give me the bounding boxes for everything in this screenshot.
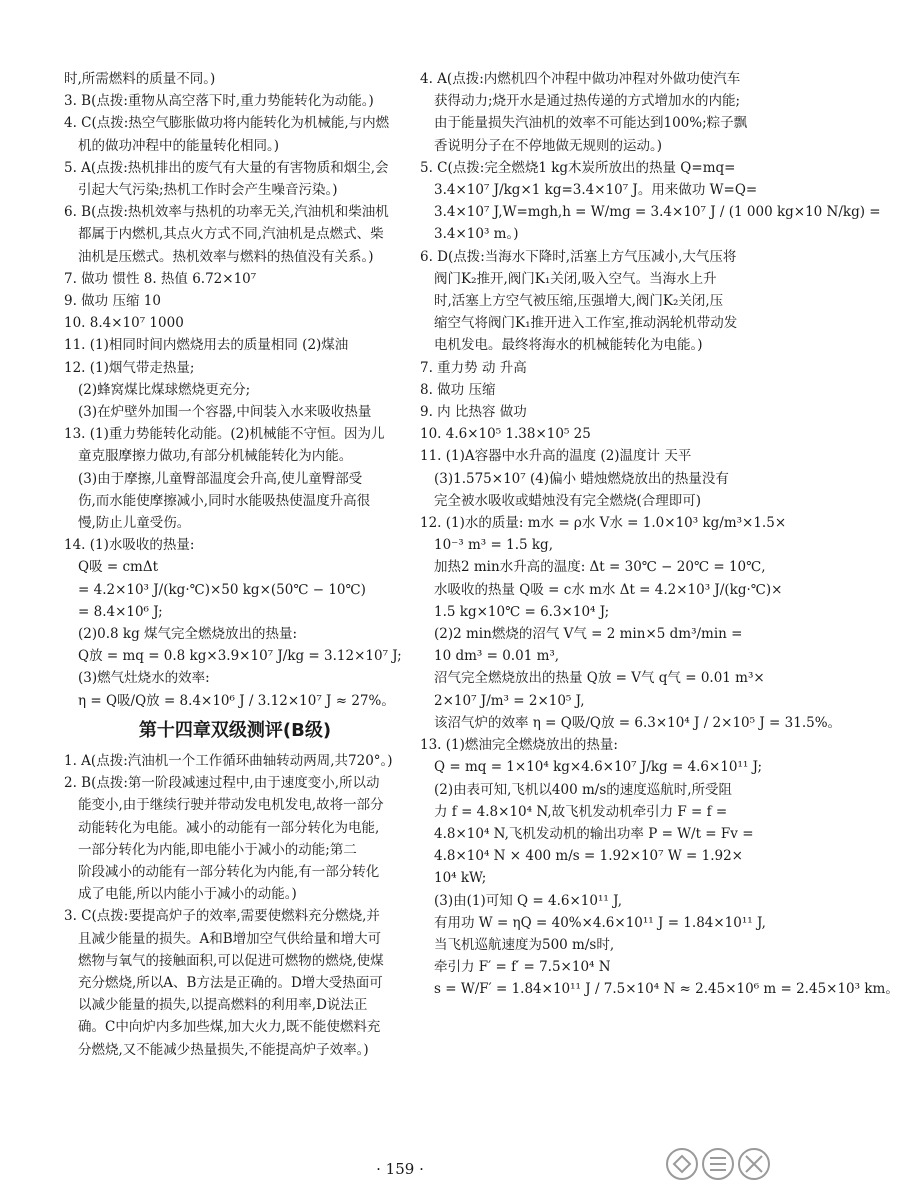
right-line-38: 有用功 W = ηQ = 40%×4.6×10¹¹ J = 1.84×10¹¹ J, [434,914,766,931]
left-line-9: 7. 做功 惯性 8. 热值 6.72×10⁷ [64,270,257,287]
left-line-23: = 4.2×10³ J/(kg·℃)×50 kg×(50℃ − 10℃) [78,581,366,598]
left-line2-4: 一部分转化为内能,即电能小于减小的动能;第二 [78,841,357,858]
right-line-5: 3.4×10⁷ J/kg×1 kg=3.4×10⁷ J。用来做功 W=Q= [434,182,758,199]
left-line-27: (3)燃气灶烧水的效率: [78,670,210,687]
right-line-0: 4. A(点拨:内燃机四个冲程中做功冲程对外做功使汽车 [420,71,741,87]
right-line-11: 缩空气将阀门K₁推开进入工作室,推动涡轮机带动发 [434,315,738,332]
page-number: · 159 · [376,1160,424,1178]
left-line-18: (3)由于摩擦,儿童臀部温度会升高,使儿童臀部受 [78,470,363,487]
left-line-28: η = Q吸/Q放 = 8.4×10⁶ J / 3.12×10⁷ J ≈ 27%。 [78,692,395,709]
right-line-9: 阀门K₂推开,阀门K₁关闭,吸入空气。当海水上升 [434,270,717,287]
right-line-4: 5. C(点拨:完全燃烧1 kg木炭所放出的热量 Q=mq= [420,159,736,176]
left-line-7: 都属于内燃机,其点火方式不同,汽油机是点燃式、柴 [78,226,384,243]
right-line-37: (3)由(1)可知 Q = 4.6×10¹¹ J, [434,892,622,909]
left-line-10: 9. 做功 压缩 10 [64,293,161,310]
right-line-15: 9. 内 比热容 做功 [420,404,527,421]
right-line-30: 13. (1)燃油完全燃烧放出的热量: [420,737,618,754]
right-line-28: 2×10⁷ J/m³ = 2×10⁵ J, [434,692,585,709]
right-line-3: 香说明分子在不停地做无规则的运动。) [434,137,663,154]
left-column [64,68,406,1061]
right-line-13: 7. 重力势 动 升高 [420,359,527,376]
right-line-14: 8. 做功 压缩 [420,381,496,398]
left-line2-8: 且减少能量的损失。A和B增加空气供给量和增大可 [78,930,382,947]
left-line-16: 13. (1)重力势能转化动能。(2)机械能不守恒。因为儿 [64,426,385,443]
left-line2-9: 燃物与氧气的接触面积,可以促进可燃物的燃烧,使煤 [78,952,384,969]
right-line-19: 完全被水吸收或蜡烛没有完全燃烧(合理即可) [434,492,702,509]
left-line2-0: 1. A(点拨:汽油机一个工作循环曲轴转动两周,共720°。) [64,752,393,769]
left-line2-3: 动能转化为电能。减小的动能有一部分转化为电能, [78,819,380,836]
left-line-8: 油机是压燃式。热机效率与燃料的热值没有关系。) [78,248,374,265]
left-line2-5: 阶段减小的动能有一部分转化为内能,有一部分转化 [78,863,380,880]
right-line-8: 6. D(点拨:当海水下降时,活塞上方气压减小,大气压将 [420,248,737,265]
left-line-15: (3)在炉壁外加围一个容器,中间装入水来吸收热量 [78,404,372,421]
left-line-3: 机的做功冲程中的能量转化相同。) [78,137,280,154]
right-line-7: 3.4×10³ m。) [434,226,519,243]
right-line-34: 4.8×10⁴ N,飞机发动机的输出功率 P = W/t = Fv = [434,825,754,842]
right-line-29: 该沼气炉的效率 η = Q吸/Q放 = 6.3×10⁴ J / 2×10⁵ J = 31.5%。 [434,714,842,731]
left-line2-6: 成了电能,所以内能小于减小的动能。) [78,886,297,903]
left-line2-11: 以减少能量的损失,以提高燃料的利用率,D说法正 [78,997,368,1014]
right-line-20: 12. (1)水的质量: m水 = ρ水 V水 = 1.0×10³ kg/m³×1.5× [420,515,787,532]
right-line-2: 由于能量损失汽油机的效率不可能达到100%;粽子飘 [434,115,748,132]
left-line-21: 14. (1)水吸收的热量: [64,537,195,554]
right-line-39: 当飞机巡航速度为500 m/s时, [434,936,615,953]
right-line-41: s = W/F′ = 1.84×10¹¹ J / 7.5×10⁴ N ≈ 2.45×10⁶ m = 2.45×10³ km。 [434,981,899,998]
left-line-22: Q吸 = cmΔt [78,559,158,576]
left-line-12: 11. (1)相同时间内燃烧用去的质量相同 (2)煤油 [64,337,349,354]
right-line-33: 力 f = 4.8×10⁴ N,故飞机发动机牵引力 F = f = [434,803,728,820]
right-column [420,68,899,1001]
right-line-32: (2)由表可知,飞机以400 m/s的速度巡航时,所受阻 [434,781,733,798]
left-line2-12: 确。C中向炉内多加些煤,加大火力,既不能使燃料充 [78,1019,381,1036]
watermark-logo [660,1144,780,1192]
right-line-27: 沼气完全燃烧放出的热量 Q放 = V气 q气 = 0.01 m³× [434,670,765,687]
left-line-4: 5. A(点拨:热机排出的废气有大量的有害物质和烟尘,会 [64,159,389,176]
left-line-17: 童克服摩擦力做功,有部分机械能转化为内能。 [78,448,353,465]
right-line-10: 时,活塞上方空气被压缩,压强增大,阀门K₂关闭,压 [434,293,724,310]
right-line-12: 电机发电。最终将海水的机械能转化为电能。) [434,337,703,354]
right-line-24: 1.5 kg×10℃ = 6.3×10⁴ J; [434,603,610,620]
right-line-21: 10⁻³ m³ = 1.5 kg, [434,537,553,554]
left-line-20: 慢,防止儿童受伤。 [78,515,191,532]
left-line-2: 4. C(点拨:热空气膨胀做功将内能转化为机械能,与内燃 [64,115,390,132]
section-title: 第十四章双级测评(B级) [138,719,332,741]
left-line-0: 时,所需燃料的质量不同。) [64,71,216,87]
right-line-6: 3.4×10⁷ J,W=mgh,h = W/mg = 3.4×10⁷ J / (1 000 kg×10 N/kg) = [434,204,881,221]
left-line2-1: 2. B(点拨:第一阶段减速过程中,由于速度变小,所以动 [64,775,380,792]
left-line-1: 3. B(点拨:重物从高空落下时,重力势能转化为动能。) [64,93,374,110]
left-line-26: Q放 = mq = 0.8 kg×3.9×10⁷ J/kg = 3.12×10⁷ J; [78,648,402,665]
left-line-24: = 8.4×10⁶ J; [78,603,163,620]
left-line2-10: 充分燃烧,所以A、B方法是正确的。D增大受热面可 [78,974,383,991]
left-line-13: 12. (1)烟气带走热量; [64,359,195,376]
right-line-17: 11. (1)A容器中水升高的温度 (2)温度计 天平 [420,448,692,465]
left-line-5: 引起大气污染;热机工作时会产生噪音污染。) [78,182,338,199]
right-line-25: (2)2 min燃烧的沼气 V气 = 2 min×5 dm³/min = [434,626,743,643]
left-line-25: (2)0.8 kg 煤气完全燃烧放出的热量: [78,626,298,643]
right-line-31: Q = mq = 1×10⁴ kg×4.6×10⁷ J/kg = 4.6×10¹¹ J; [434,759,763,776]
left-line2-7: 3. C(点拨:要提高炉子的效率,需要使燃料充分燃烧,并 [64,908,380,925]
right-line-26: 10 dm³ = 0.01 m³, [434,648,560,665]
right-line-35: 4.8×10⁴ N × 400 m/s = 1.92×10⁷ W = 1.92× [434,848,743,865]
left-line-6: 6. B(点拨:热机效率与热机的功率无关,汽油机和柴油机 [64,204,389,221]
left-line-14: (2)蜂窝煤比煤球燃烧更充分; [78,381,251,398]
left-line2-2: 能变小,由于继续行驶并带动发电机发电,故将一部分 [78,797,384,814]
right-line-22: 加热2 min水升高的温度: Δt = 30℃ − 20℃ = 10℃, [434,559,766,576]
left-line-19: 伤,而水能使摩擦减小,同时水能吸热使温度升高很 [78,492,371,509]
right-line-18: (3)1.575×10⁷ (4)偏小 蜡烛燃烧放出的热量没有 [434,470,729,487]
watermark-icon [660,1144,780,1188]
right-line-23: 水吸收的热量 Q吸 = c水 m水 Δt = 4.2×10³ J/(kg·℃)× [434,581,783,598]
right-line-1: 获得动力;烧开水是通过热传递的方式增加水的内能; [434,93,741,110]
right-line-36: 10⁴ kW; [434,870,487,887]
right-line-16: 10. 4.6×10⁵ 1.38×10⁵ 25 [420,426,591,443]
right-line-40: 牵引力 F′ = f′ = 7.5×10⁴ N [434,959,611,976]
left-line2-13: 分燃烧,又不能减少热量损失,不能提高炉子效率。) [78,1041,369,1058]
left-line-11: 10. 8.4×10⁷ 1000 [64,315,184,332]
